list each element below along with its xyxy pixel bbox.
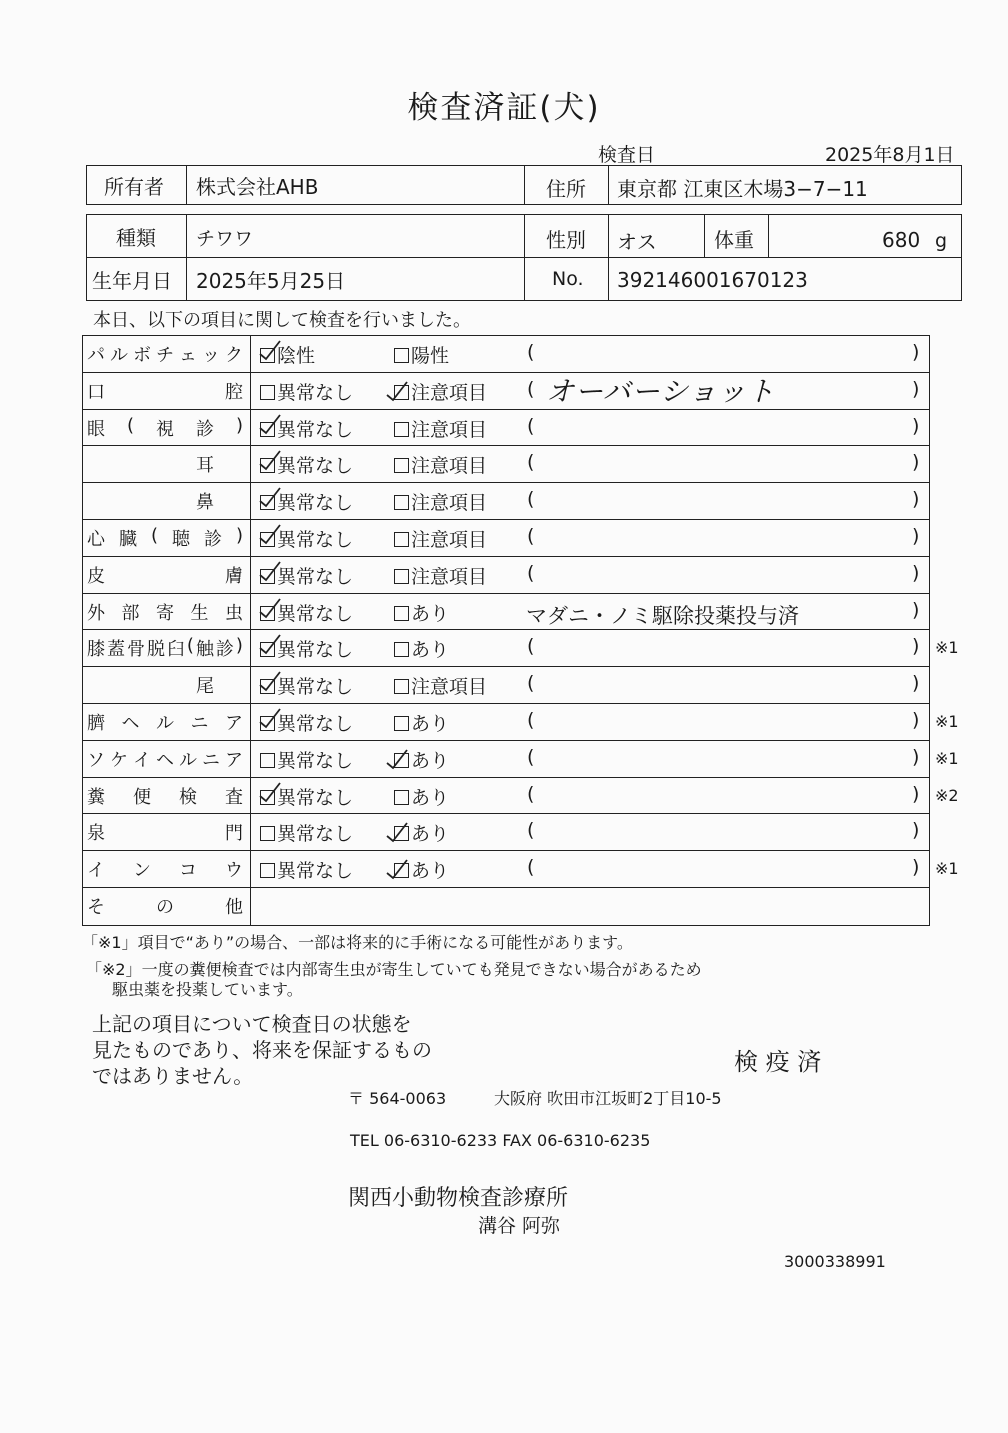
option-abnormal[interactable]: 注意項目 (394, 378, 487, 405)
option-abnormal[interactable]: あり (394, 856, 449, 883)
option-normal[interactable]: 異常なし (260, 709, 353, 736)
handwritten-check-mark (258, 707, 282, 731)
option-abnormal[interactable]: 注意項目 (394, 488, 487, 515)
handwritten-check-mark (258, 597, 282, 621)
address-value: 東京都 江東区木場3−7−11 (617, 177, 868, 201)
clinic-address: 大阪府 吹田市江坂町2丁目10-5 (494, 1089, 722, 1108)
checkbox[interactable] (260, 826, 275, 841)
checkbox[interactable] (394, 495, 409, 510)
number-label: No. (552, 268, 584, 290)
handwritten-check-mark (258, 449, 282, 473)
handwritten-check-mark (258, 670, 282, 694)
check-detail: マダニ・ノミ駆除投薬投与済 (526, 603, 799, 628)
weight-unit: g (935, 230, 948, 252)
inspection-date-label: 検査日 (598, 144, 656, 166)
footnote-mark: ※1 (935, 748, 959, 768)
checkbox[interactable] (394, 716, 409, 731)
paren-close: ) (912, 709, 920, 731)
paren-open: ( (527, 525, 535, 547)
option-normal[interactable]: 異常なし (260, 562, 353, 589)
birthdate-label: 生年月日 (92, 269, 172, 293)
paren-close: ) (912, 745, 920, 768)
option-abnormal[interactable]: 注意項目 (394, 415, 487, 442)
check-item-label: 糞 便 検 査 (87, 786, 243, 808)
check-item-label: 皮 膚 (87, 565, 243, 587)
option-normal[interactable]: 異常なし (260, 378, 353, 405)
checkbox[interactable] (394, 458, 409, 473)
checkbox[interactable] (394, 422, 409, 437)
handwritten-check-mark (385, 380, 409, 404)
option-abnormal[interactable]: 陽性 (394, 341, 449, 368)
paren-open: ( (527, 745, 535, 768)
checkbox[interactable] (394, 606, 409, 621)
handwritten-check-mark (258, 339, 282, 363)
check-item-label: パ ル ボ チ ェ ッ ク (87, 345, 243, 366)
paren-open: ( (527, 635, 535, 658)
check-item-label: 泉 門 (87, 823, 243, 845)
check-item-label: ソ ケ イ ヘ ル ニ ア (87, 749, 243, 771)
option-abnormal[interactable]: あり (394, 635, 449, 662)
paren-close: ) (912, 598, 920, 621)
check-item-label: 心 臓 ( 聴 診 ) (87, 525, 243, 550)
option-normal[interactable]: 異常なし (260, 525, 353, 552)
option-abnormal[interactable]: 注意項目 (394, 562, 487, 589)
handwritten-check-mark (385, 821, 409, 845)
checkbox[interactable] (394, 679, 409, 694)
paren-open: ( (527, 377, 535, 400)
paren-close: ) (912, 856, 920, 879)
paren-open: ( (527, 819, 535, 842)
handwritten-check-mark (258, 413, 282, 437)
paren-close: ) (912, 377, 920, 400)
checkbox[interactable] (394, 790, 409, 805)
paren-close: ) (912, 819, 920, 842)
intro-text: 本日、以下の項目に関して検査を行いました。 (93, 310, 471, 331)
option-abnormal[interactable]: あり (394, 746, 449, 773)
note-2-line-1: 「※2」一度の糞便検査では内部寄生虫が寄生していても発見できない場合があるため (86, 960, 702, 979)
footnote-mark: ※1 (935, 712, 959, 731)
paren-open: ( (527, 561, 535, 584)
breed-label: 種類 (116, 226, 156, 250)
option-normal[interactable]: 異常なし (260, 415, 353, 442)
paren-close: ) (912, 341, 920, 363)
option-abnormal[interactable]: あり (394, 783, 449, 810)
handwritten-check-mark (258, 633, 282, 657)
option-abnormal[interactable]: 注意項目 (394, 525, 487, 552)
weight-value: 680 (882, 228, 921, 252)
other-label: そ の 他 (87, 897, 243, 918)
document-title: 検査済証(犬) (407, 90, 601, 126)
paren-open: ( (527, 488, 535, 511)
check-item-label: イ ン コ ウ (87, 860, 243, 882)
paren-close: ) (912, 635, 920, 658)
option-normal[interactable]: 異常なし (260, 635, 353, 662)
paren-close: ) (912, 525, 920, 547)
breed-value: チワワ (196, 228, 254, 250)
option-normal[interactable]: 異常なし (260, 783, 353, 810)
footnote-mark: ※1 (935, 859, 959, 879)
note-1: 「※1」項目で“あり”の場合、一部は将来的に手術になる可能性があります。 (82, 933, 633, 952)
check-item-label: 臍 ヘ ル ニ ア (87, 713, 243, 734)
paren-open: ( (527, 341, 535, 363)
checkbox[interactable] (394, 532, 409, 547)
option-abnormal[interactable]: 注意項目 (394, 672, 487, 699)
option-normal[interactable]: 異常なし (260, 746, 353, 773)
check-item-label: 眼 ( 視 診 ) (87, 414, 243, 440)
handwritten-check-mark (385, 858, 409, 882)
option-normal[interactable]: 陰性 (260, 341, 315, 368)
option-normal[interactable]: 異常なし (260, 599, 353, 626)
quarantine-stamp: 検 疫 済 (734, 1048, 822, 1076)
option-normal[interactable]: 異常なし (260, 672, 353, 699)
birthdate-value: 2025年5月25日 (196, 269, 346, 293)
check-item-label: 膝 蓋 骨 脱 臼 ( 触 診 ) (87, 635, 243, 661)
vet-name: 溝谷 阿弥 (478, 1215, 561, 1237)
checkbox[interactable] (260, 385, 275, 400)
paren-open: ( (527, 451, 535, 474)
option-abnormal[interactable]: あり (394, 819, 449, 846)
paren-close: ) (912, 672, 920, 695)
checkbox[interactable] (260, 753, 275, 768)
paren-open: ( (527, 782, 535, 805)
note-2-line-2: 駆虫薬を投薬しています。 (112, 980, 303, 999)
checkbox[interactable] (394, 348, 409, 363)
postal-code: 〒 564-0063 (348, 1089, 447, 1108)
option-normal[interactable]: 異常なし (260, 451, 353, 478)
checkbox[interactable] (260, 863, 275, 878)
handwritten-check-mark (385, 748, 409, 772)
disclaimer-line-1: 上記の項目について検査日の状態を (92, 1012, 412, 1036)
paren-close: ) (912, 561, 920, 584)
handwritten-check-mark (258, 781, 282, 805)
paren-close: ) (912, 414, 920, 437)
paren-open: ( (527, 856, 535, 879)
handwritten-detail: オーバーショット (546, 374, 776, 408)
handwritten-check-mark (258, 486, 282, 510)
checkbox[interactable] (394, 569, 409, 584)
handwritten-check-mark (258, 560, 282, 584)
footnote-mark: ※2 (935, 785, 959, 805)
paren-close: ) (912, 451, 920, 474)
paren-open: ( (527, 672, 535, 695)
check-item-label: 尾 (196, 676, 214, 698)
sex-value: オス (617, 230, 657, 254)
document-number: 3000338991 (784, 1252, 886, 1271)
owner-value: 株式会社AHB (196, 175, 319, 199)
check-item-label: 耳 (196, 455, 214, 477)
check-item-label: 口 腔 (87, 381, 243, 403)
address-label: 住所 (546, 177, 586, 201)
owner-label: 所有者 (104, 175, 164, 199)
handwritten-check-mark (258, 523, 282, 547)
clinic-name: 関西小動物検査診療所 (348, 1186, 569, 1211)
disclaimer-line-3: ではありません。 (92, 1064, 254, 1088)
option-abnormal[interactable]: 注意項目 (394, 451, 487, 478)
paren-close: ) (912, 488, 920, 511)
paren-open: ( (527, 709, 535, 731)
option-abnormal[interactable]: あり (394, 599, 449, 626)
clinic-contact: TEL 06-6310-6233 FAX 06-6310-6235 (350, 1131, 651, 1150)
option-abnormal[interactable]: あり (394, 709, 449, 736)
option-normal[interactable]: 異常なし (260, 488, 353, 515)
disclaimer-line-2: 見たものであり、将来を保証するもの (92, 1038, 432, 1062)
weight-label: 体重 (714, 228, 754, 252)
footnote-mark: ※1 (935, 638, 959, 658)
paren-close: ) (912, 782, 920, 805)
option-normal[interactable]: 異常なし (260, 856, 353, 883)
option-normal[interactable]: 異常なし (260, 819, 353, 846)
inspection-date-value: 2025年8月1日 (825, 144, 955, 166)
check-item-label: 鼻 (196, 492, 214, 514)
sex-label: 性別 (546, 228, 586, 252)
check-item-label: 外 部 寄 生 虫 (87, 602, 243, 624)
checkbox[interactable] (394, 642, 409, 657)
paren-open: ( (527, 414, 535, 437)
number-value: 392146001670123 (617, 268, 808, 292)
